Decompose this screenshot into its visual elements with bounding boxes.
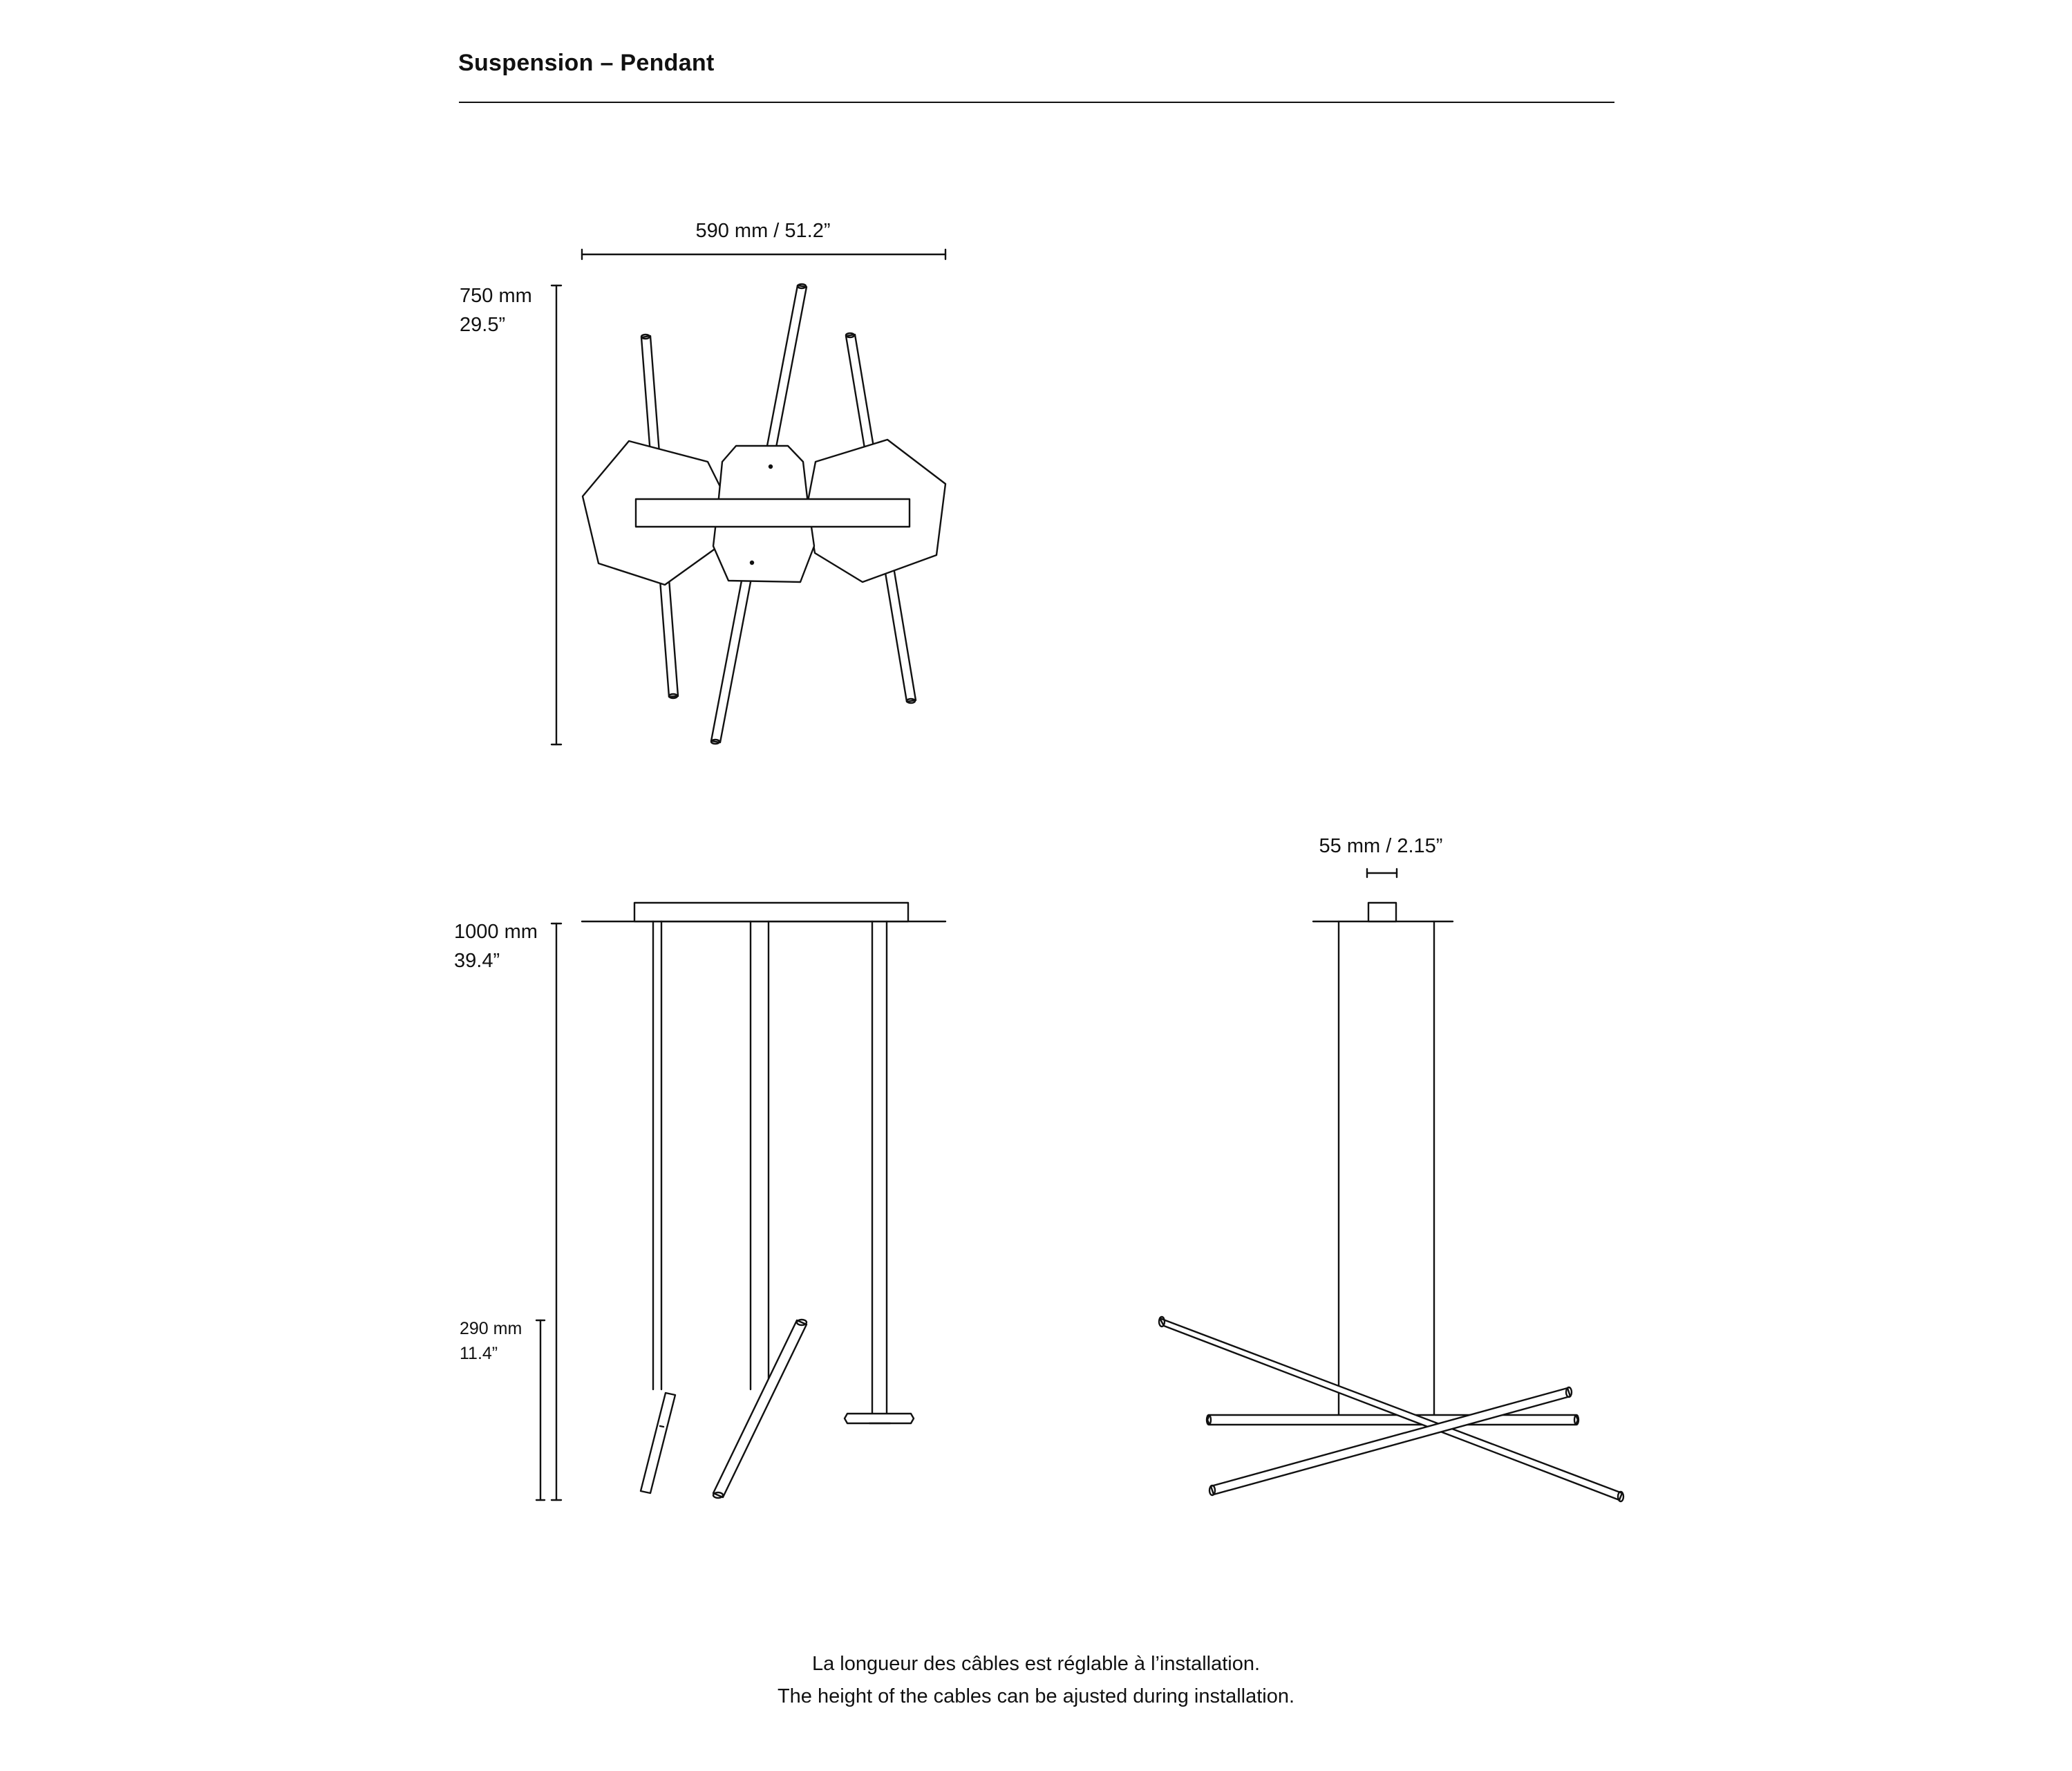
top-view-height-mm-label: 750 mm [460,285,532,307]
side-rod-diagonal-b [1211,1388,1570,1494]
front-view-lower-in-label: 11.4” [460,1344,498,1363]
front-view-drawing [536,903,945,1500]
front-rod-left [641,1393,675,1493]
top-canopy-bar [636,499,910,527]
page-title: Suspension – Pendant [458,50,715,76]
front-rod-center [713,1320,807,1497]
front-stem-left [653,921,661,1389]
note-english: The height of the cables can be ajusted during installation. [777,1685,1295,1707]
front-canopy [634,903,908,921]
front-view-height-in-label: 39.4” [454,950,500,972]
side-rod-horizontal [1207,1415,1578,1425]
front-view-height-mm-label: 1000 mm [454,921,538,943]
side-canopy [1368,903,1396,921]
installation-notes [0,1648,2072,1713]
note-french: La longueur des câbles est réglable à l’installation. [811,1653,1261,1675]
top-view-width-label: 590 mm / 51.2” [695,220,831,242]
front-rod-right [845,1414,914,1423]
front-stem-center [751,921,769,1389]
top-view-drawing [552,250,945,744]
side-view-width-label: 55 mm / 2.15” [1319,835,1443,857]
side-view-drawing [1159,869,1623,1501]
top-view-height-in-label: 29.5” [460,314,506,336]
side-rod-diagonal-a [1160,1318,1622,1500]
front-stem-right [872,921,887,1414]
front-view-lower-mm-label: 290 mm [460,1319,522,1338]
